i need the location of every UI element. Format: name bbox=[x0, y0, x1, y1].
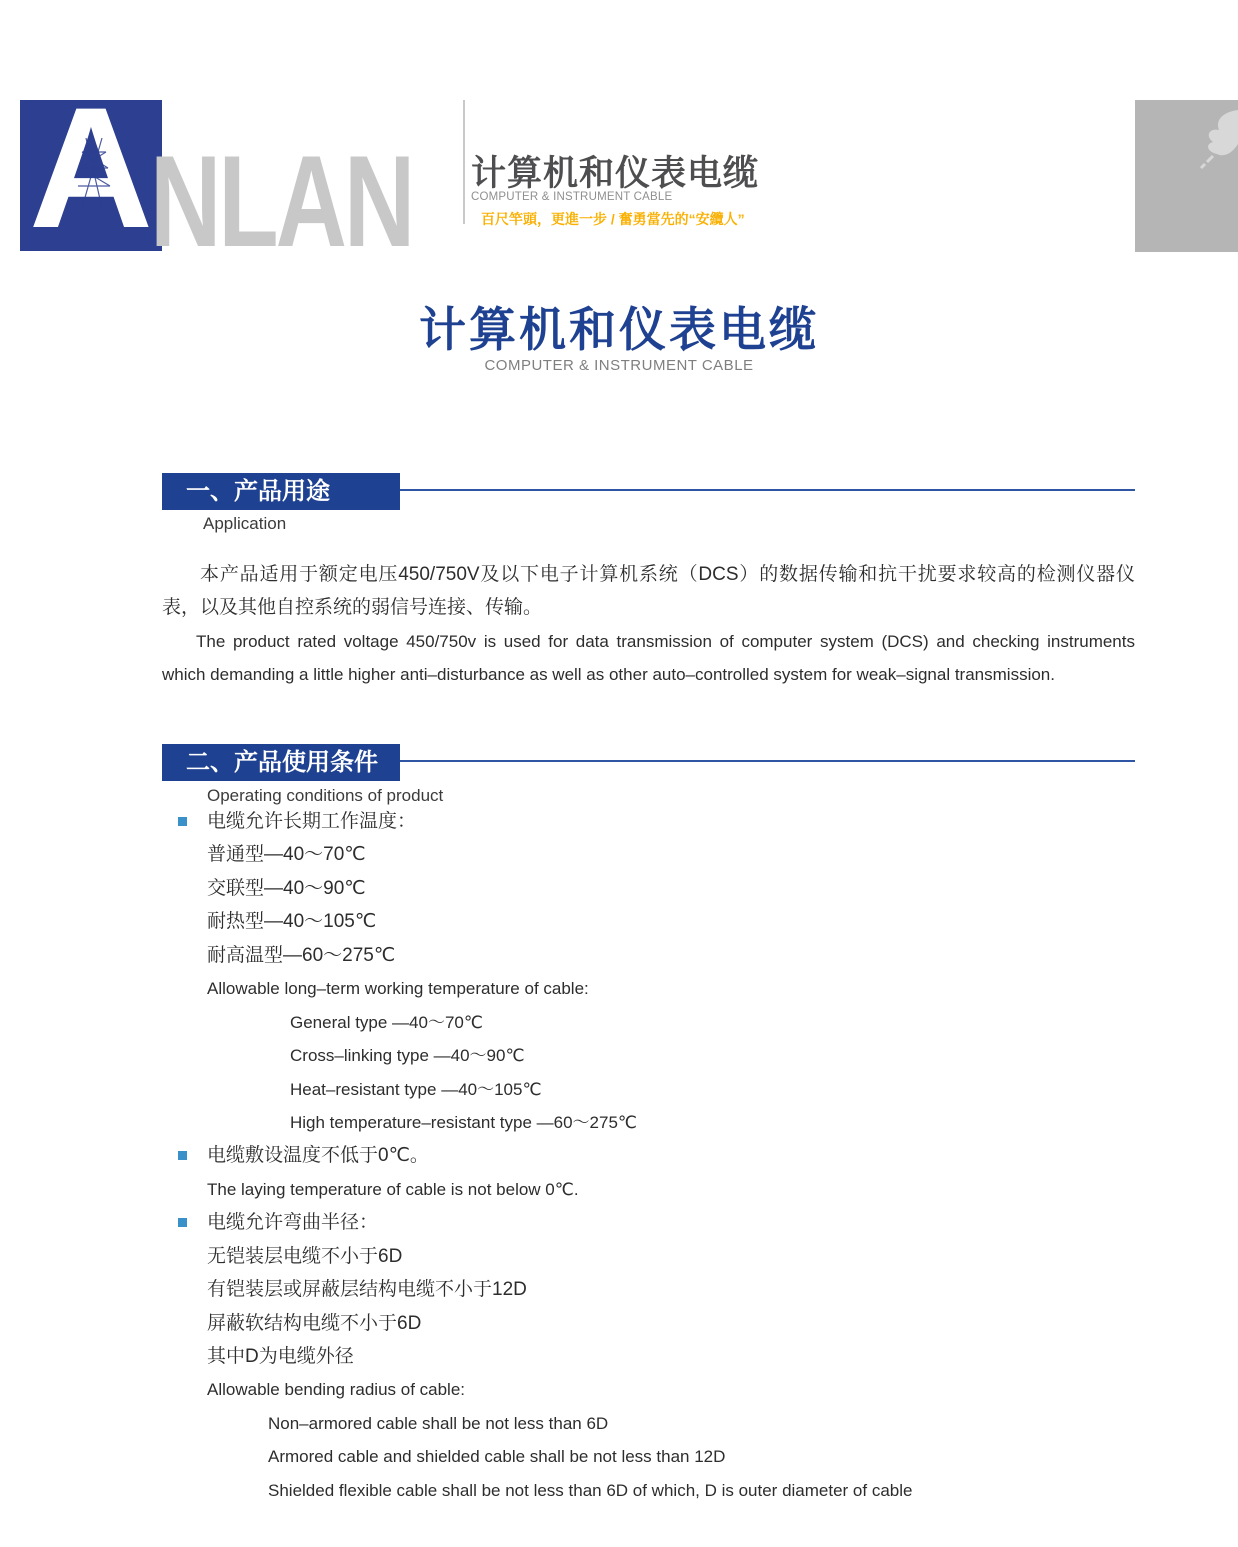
bullet-square-icon bbox=[178, 1151, 187, 1160]
bullet-square-icon bbox=[178, 817, 187, 826]
list-item bbox=[207, 1073, 1137, 1106]
list-item bbox=[207, 939, 1137, 972]
list-item-text: Heat–resistant type —40～105℃ bbox=[290, 1079, 542, 1099]
list-item-text: Cross–linking type —40～90℃ bbox=[290, 1046, 525, 1066]
power-tower-sketch-icon bbox=[72, 134, 114, 212]
list-item bbox=[207, 805, 1137, 838]
list-item bbox=[207, 1006, 1137, 1039]
list-item bbox=[207, 872, 1137, 905]
logo-letters-nlan: NLAN bbox=[150, 128, 413, 274]
header-title-en: COMPUTER & INSTRUMENT CABLE bbox=[471, 191, 673, 203]
header-divider bbox=[463, 100, 465, 224]
list-item bbox=[207, 1106, 1137, 1139]
list-item-text: Allowable bending radius of cable: bbox=[207, 1380, 466, 1400]
list-item bbox=[207, 972, 1137, 1005]
section1-heading: 一、产品用途 bbox=[162, 473, 400, 510]
list-item bbox=[207, 1273, 1137, 1306]
list-item bbox=[207, 1373, 1137, 1406]
list-item-text: 其中D为电缆外径 bbox=[207, 1346, 354, 1367]
header-slogan: 百尺竿頭，更進一步 / 奮勇當先的“安纜人” bbox=[481, 211, 745, 227]
logo-letter-a: A bbox=[28, 100, 154, 251]
list-item-text: 电缆敷设温度不低于0℃。 bbox=[207, 1145, 429, 1167]
list-item-text: 普通型—40～70℃ bbox=[207, 844, 366, 866]
section1-paragraph-en: The product rated voltage 450/750v is used for data transmission of computer system (DCS) and checking instruments which demanding a little higher anti–disturbance as well as other auto–controlled system for weak–signal transmission. bbox=[162, 632, 1135, 684]
list-item-text: General type —40～70℃ bbox=[290, 1012, 483, 1032]
list-item bbox=[207, 838, 1137, 871]
list-item-text: Non–armored cable shall be not less than 6D bbox=[268, 1413, 609, 1433]
list-item-text: 有铠装层或屏蔽层结构电缆不小于12D bbox=[207, 1279, 527, 1301]
list-item bbox=[207, 1440, 1137, 1473]
section2-heading: 二、产品使用条件 bbox=[162, 744, 400, 781]
list-item bbox=[207, 1039, 1137, 1072]
list-item-text: 交联型—40～90℃ bbox=[207, 877, 366, 899]
leaf-decoration-icon bbox=[1135, 100, 1238, 252]
list-item bbox=[207, 1307, 1137, 1340]
page-title: 计算机和仪表电缆 bbox=[419, 303, 819, 356]
section1-heading-en: Application bbox=[203, 514, 287, 533]
list-item-text: 无铠装层电缆不小于6D bbox=[207, 1245, 403, 1267]
list-item-text: 电缆允许弯曲半径： bbox=[207, 1212, 379, 1234]
section2-heading-en: Operating conditions of product bbox=[207, 786, 444, 805]
list-item-text: Allowable long–term working temperature of cable: bbox=[207, 979, 589, 999]
anlan-logo-mark bbox=[20, 100, 162, 251]
list-item-text: 电缆允许长期工作温度： bbox=[207, 811, 417, 832]
list-item-text: The laying temperature of cable is not below 0℃. bbox=[207, 1179, 579, 1199]
list-item-text: Shielded flexible cable shall be not less than 6D of which, D is outer diameter of cable bbox=[268, 1480, 913, 1500]
bullet-square-icon bbox=[178, 1218, 187, 1227]
section2-rule bbox=[400, 760, 1135, 762]
corner-photo bbox=[1135, 100, 1238, 252]
list-item bbox=[207, 1139, 1137, 1172]
list-item bbox=[207, 1474, 1137, 1507]
header-title-cn: 计算机和仪表电缆 bbox=[471, 154, 760, 193]
list-item-text: High temperature–resistant type —60～275℃ bbox=[290, 1112, 637, 1132]
list-item bbox=[207, 1206, 1137, 1239]
section1-paragraph-cn: 本产品适用于额定电压450/750V及以下电子计算机系统（DCS）的数据传输和抗干扰要求较高的检测仪器仪表，以及其他自控系统的弱信号连接、传输。 bbox=[162, 564, 1135, 618]
list-item-text: Armored cable and shielded cable shall be not less than 12D bbox=[268, 1447, 726, 1467]
operating-conditions-list bbox=[207, 805, 1137, 1507]
list-item bbox=[207, 1340, 1137, 1373]
list-item-text: 耐高温型—60～275℃ bbox=[207, 944, 396, 966]
list-item bbox=[207, 1407, 1137, 1440]
list-item bbox=[207, 905, 1137, 938]
list-item-text: 屏蔽软结构电缆不小于6D bbox=[207, 1312, 422, 1334]
section1-rule bbox=[400, 489, 1135, 491]
page-subtitle: COMPUTER & INSTRUMENT CABLE bbox=[484, 357, 754, 374]
list-item bbox=[207, 1173, 1137, 1206]
list-item-text: 耐热型—40～105℃ bbox=[207, 911, 377, 933]
list-item bbox=[207, 1240, 1137, 1273]
